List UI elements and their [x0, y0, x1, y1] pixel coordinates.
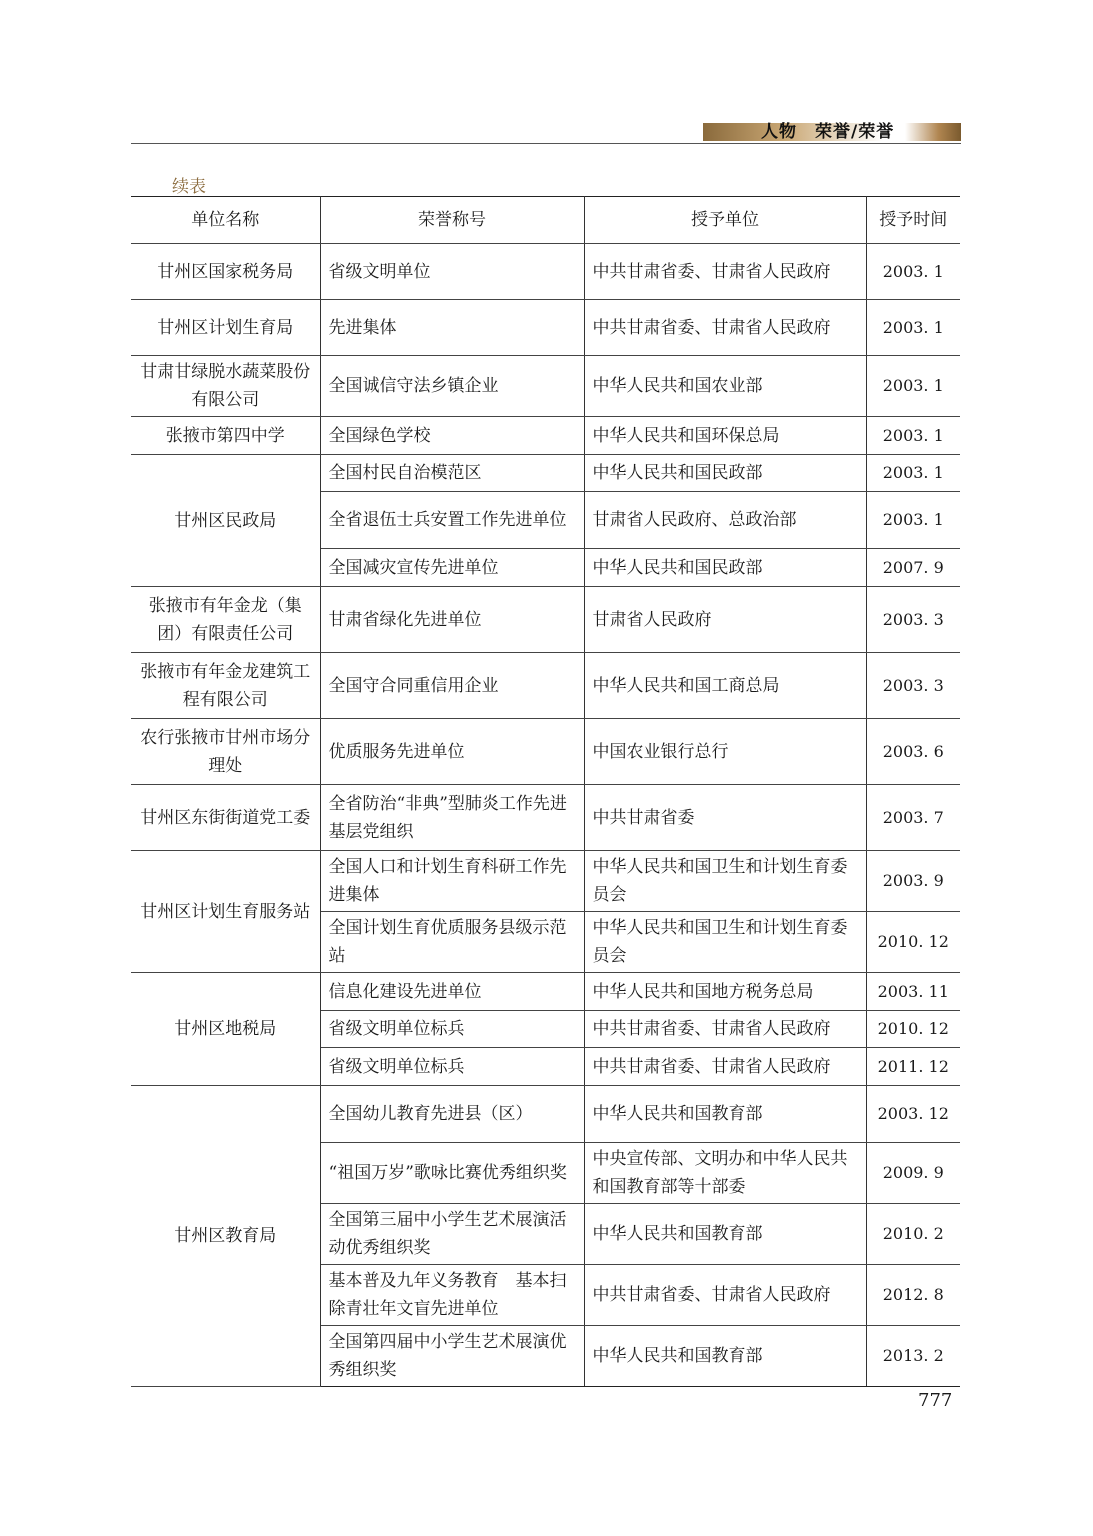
granting-body-cell: 中央宣传部、文明办和中华人民共和国教育部等十部委 [584, 1143, 866, 1204]
granting-body-cell: 中共甘肃省委、甘肃省人民政府 [584, 1011, 866, 1048]
table-row [131, 587, 960, 653]
granting-body-cell: 中共甘肃省委 [584, 785, 866, 851]
unit-name-cell: 张掖市有年金龙建筑工程有限公司 [131, 653, 320, 719]
unit-name-cell: 甘肃甘绿脱水蔬菜股份有限公司 [131, 356, 320, 417]
table-body [131, 244, 960, 1387]
honor-title-cell: 全国第四届中小学生艺术展演优秀组织奖 [320, 1326, 584, 1387]
unit-name-cell: 甘州区计划生育局 [131, 300, 320, 356]
grant-date-cell: 2003. 3 [866, 587, 960, 653]
honor-title-cell: 先进集体 [320, 300, 584, 356]
honor-title-cell: “祖国万岁”歌咏比赛优秀组织奖 [320, 1143, 584, 1204]
granting-body-cell: 中华人民共和国教育部 [584, 1204, 866, 1265]
table-row [131, 653, 960, 719]
unit-name-cell: 农行张掖市甘州市场分理处 [131, 719, 320, 785]
honor-title-cell: 省级文明单位标兵 [320, 1011, 584, 1048]
table-row [131, 973, 960, 1011]
header-decor-bar-right [905, 123, 961, 141]
honor-title-cell: 省级文明单位 [320, 244, 584, 300]
table-row [131, 455, 960, 492]
granting-body-cell: 甘肃省人民政府、总政治部 [584, 492, 866, 549]
unit-name-cell: 甘州区地税局 [131, 973, 320, 1086]
honor-title-cell: 全国绿色学校 [320, 417, 584, 455]
honor-title-cell: 信息化建设先进单位 [320, 973, 584, 1011]
grant-date-cell: 2011. 12 [866, 1048, 960, 1086]
honors-table [131, 196, 960, 1387]
granting-body-cell: 中华人民共和国卫生和计划生育委员会 [584, 851, 866, 912]
grant-date-cell: 2003. 1 [866, 417, 960, 455]
table-row [131, 1086, 960, 1143]
table-header-row [131, 197, 960, 244]
header-title: 人物 荣誉/荣誉 [761, 122, 895, 142]
honor-title-cell: 基本普及九年义务教育 基本扫除青壮年文盲先进单位 [320, 1265, 584, 1326]
grant-date-cell: 2013. 2 [866, 1326, 960, 1387]
granting-body-cell: 中华人民共和国环保总局 [584, 417, 866, 455]
unit-name-cell: 甘州区国家税务局 [131, 244, 320, 300]
granting-body-cell: 中共甘肃省委、甘肃省人民政府 [584, 1048, 866, 1086]
granting-body-cell: 中华人民共和国教育部 [584, 1326, 866, 1387]
unit-name-cell: 甘州区东街街道党工委 [131, 785, 320, 851]
honor-title-cell: 全省防治“非典”型肺炎工作先进基层党组织 [320, 785, 584, 851]
granting-body-cell: 中华人民共和国教育部 [584, 1086, 866, 1143]
unit-name-cell: 甘州区教育局 [131, 1086, 320, 1387]
grant-date-cell: 2012. 8 [866, 1265, 960, 1326]
grant-date-cell: 2003. 1 [866, 492, 960, 549]
grant-date-cell: 2010. 2 [866, 1204, 960, 1265]
column-header: 单位名称 [131, 197, 320, 244]
table-caption: 续表 [172, 177, 206, 197]
grant-date-cell: 2007. 9 [866, 549, 960, 587]
honor-title-cell: 全国第三届中小学生艺术展演活动优秀组织奖 [320, 1204, 584, 1265]
honor-title-cell: 全国减灾宣传先进单位 [320, 549, 584, 587]
table-row [131, 356, 960, 417]
honor-title-cell: 省级文明单位标兵 [320, 1048, 584, 1086]
granting-body-cell: 甘肃省人民政府 [584, 587, 866, 653]
column-header: 授予单位 [584, 197, 866, 244]
table-row [131, 719, 960, 785]
granting-body-cell: 中共甘肃省委、甘肃省人民政府 [584, 1265, 866, 1326]
granting-body-cell: 中华人民共和国地方税务总局 [584, 973, 866, 1011]
table-row [131, 851, 960, 912]
grant-date-cell: 2003. 1 [866, 455, 960, 492]
grant-date-cell: 2003. 1 [866, 300, 960, 356]
grant-date-cell: 2003. 6 [866, 719, 960, 785]
column-header: 授予时间 [866, 197, 960, 244]
grant-date-cell: 2010. 12 [866, 1011, 960, 1048]
grant-date-cell: 2009. 9 [866, 1143, 960, 1204]
unit-name-cell: 甘州区计划生育服务站 [131, 851, 320, 973]
granting-body-cell: 中华人民共和国卫生和计划生育委员会 [584, 912, 866, 973]
honor-title-cell: 全国诚信守法乡镇企业 [320, 356, 584, 417]
granting-body-cell: 中共甘肃省委、甘肃省人民政府 [584, 244, 866, 300]
column-header: 荣誉称号 [320, 197, 584, 244]
grant-date-cell: 2003. 1 [866, 356, 960, 417]
honor-title-cell: 全国守合同重信用企业 [320, 653, 584, 719]
table-row [131, 244, 960, 300]
honor-title-cell: 甘肃省绿化先进单位 [320, 587, 584, 653]
table-row [131, 785, 960, 851]
grant-date-cell: 2003. 11 [866, 973, 960, 1011]
grant-date-cell: 2010. 12 [866, 912, 960, 973]
honor-title-cell: 全国幼儿教育先进县（区） [320, 1086, 584, 1143]
grant-date-cell: 2003. 12 [866, 1086, 960, 1143]
honor-title-cell: 优质服务先进单位 [320, 719, 584, 785]
page-number: 777 [918, 1390, 953, 1411]
unit-name-cell: 甘州区民政局 [131, 455, 320, 587]
honor-title-cell: 全国村民自治模范区 [320, 455, 584, 492]
header-rule [131, 143, 961, 144]
unit-name-cell: 张掖市有年金龙（集团）有限责任公司 [131, 587, 320, 653]
table-row [131, 300, 960, 356]
grant-date-cell: 2003. 7 [866, 785, 960, 851]
granting-body-cell: 中国农业银行总行 [584, 719, 866, 785]
unit-name-cell: 张掖市第四中学 [131, 417, 320, 455]
grant-date-cell: 2003. 1 [866, 244, 960, 300]
granting-body-cell: 中华人民共和国工商总局 [584, 653, 866, 719]
grant-date-cell: 2003. 9 [866, 851, 960, 912]
grant-date-cell: 2003. 3 [866, 653, 960, 719]
granting-body-cell: 中华人民共和国民政部 [584, 549, 866, 587]
honor-title-cell: 全国人口和计划生育科研工作先进集体 [320, 851, 584, 912]
granting-body-cell: 中华人民共和国农业部 [584, 356, 866, 417]
honor-title-cell: 全国计划生育优质服务县级示范站 [320, 912, 584, 973]
table-row [131, 417, 960, 455]
granting-body-cell: 中共甘肃省委、甘肃省人民政府 [584, 300, 866, 356]
granting-body-cell: 中华人民共和国民政部 [584, 455, 866, 492]
honor-title-cell: 全省退伍士兵安置工作先进单位 [320, 492, 584, 549]
